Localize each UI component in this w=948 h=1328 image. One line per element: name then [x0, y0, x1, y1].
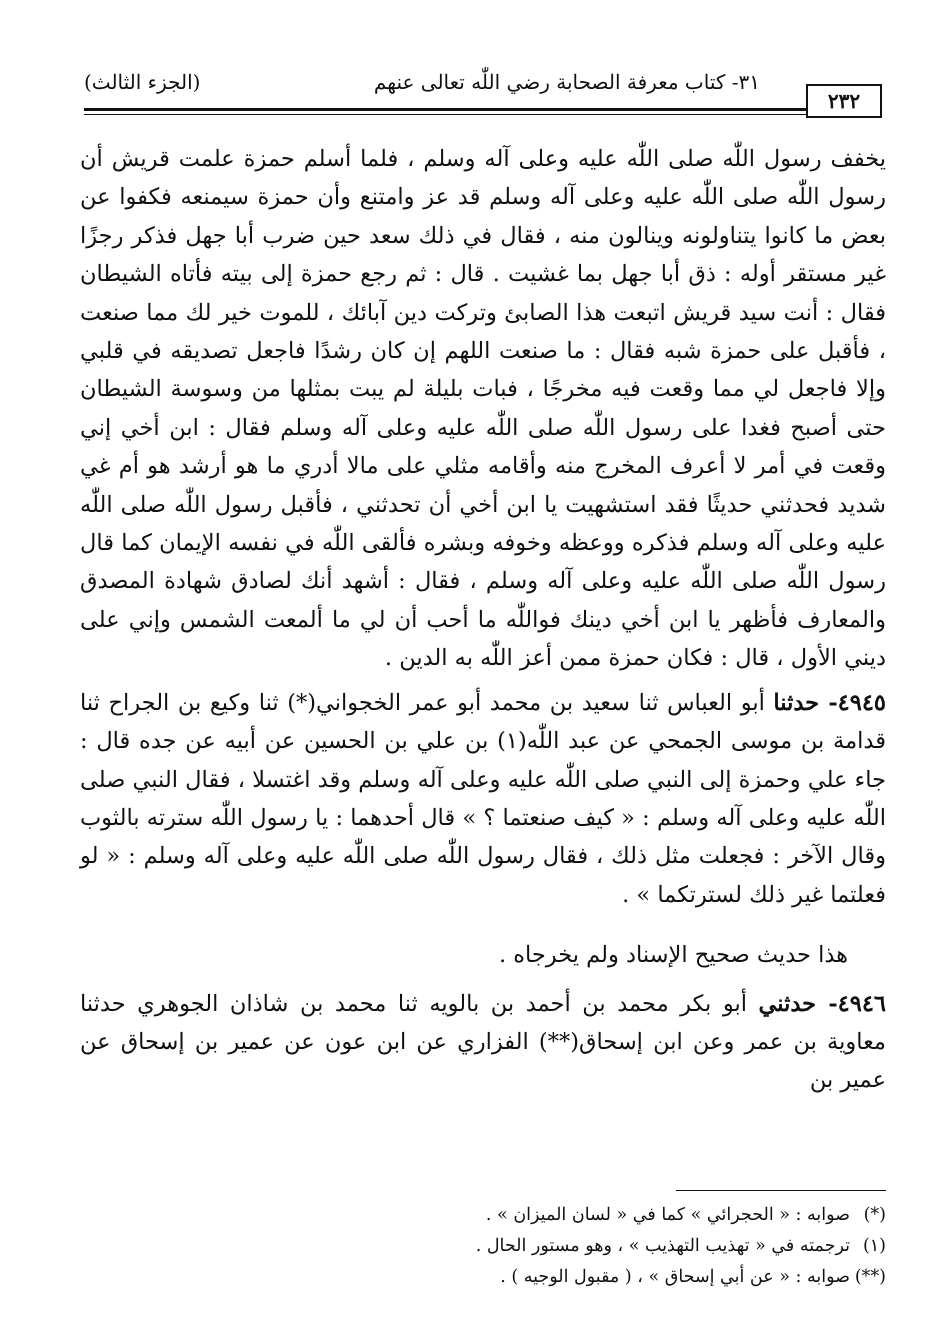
footnote-mark: (**) [854, 1267, 886, 1287]
footnote [80, 1262, 886, 1293]
hadith-4945 [80, 684, 886, 914]
hadith-text: أبو العباس ثنا سعيد بن محمد أبو عمر الخجواني(*) ثنا وكيع بن الجراح ثنا قدامة بن موسى الجمحي عن عبد اللّٰه(١) بن علي بن الحسين عن أبيه عن جده قال : جاء علي وحمزة إلى النبي صلى اللّٰه عليه وعلى آله وسلم وقد اغتسلا ، فقال النبي صلى اللّٰه عليه وعلى آله وسلم : « كيف صنعتما ؟ » قال أحدهما : يا رسول اللّٰه سترته بالثوب وقال الآخر : فجعلت مثل ذلك ، فقال رسول اللّٰه صلى اللّٰه عليه وعلى آله وسلم : « لو فعلتما غير ذلك لسترتكما » . [80, 689, 886, 908]
hadith-grading: هذا حديث صحيح الإسناد ولم يخرجاه . [498, 942, 848, 969]
hadith-4946 [80, 985, 886, 1100]
running-header [84, 64, 878, 96]
paragraph-continuation: يخفف رسول اللّٰه صلى اللّٰه عليه وعلى آله وسلم ، فلما أسلم حمزة علمت قريش أن رسول اللّٰه صلى اللّٰه عليه وعلى آله وسلم قد عز وامتنع وأن حمزة سيمنعه فكفوا عن بعض ما كانوا يتناولونه وينالون منه ، فقال في ذلك سعد حين ضرب أبا جهل فذكر رجزًا غير مستقر أوله : ذق أبا جهل بما غشيت . قال : ثم رجع حمزة إلى بيته فأتاه الشيطان فقال : أنت سيد قريش اتبعت هذا الصابئ وتركت دين آبائك ، للموت خير لك مما صنعت ، فأقبل على حمزة شبه فقال : ما صنعت اللهم إن كان رشدًا فاجعل تصديقه في قلبي وإلا فاجعل لي مما وقعت فيه مخرجًا ، فبات بليلة لم يبت بمثلها من وسوسة الشيطان حتى أصبح فغدا على رسول اللّٰه صلى اللّٰه عليه وعلى آله وسلم فقال : ابن أخي إني وقعت في أمر لا أعرف المخرج منه وأقامه مثلي على مالا أدري ما هو أرشد هو أم غي شديد فحدثني حديثًا فقد استشهيت يا ابن أخي أن تحدثني ، فأقبل رسول اللّٰه صلى اللّٰه عليه وعلى آله وسلم فذكره ووعظه وخوفه وبشره فألقى اللّٰه في نفسه الإيمان كما قال رسول اللّٰه صلى اللّٰه عليه وعلى آله وسلم ، فقال : أشهد أنك لصادق شهادة المصدق والمعارف فأظهر يا ابن أخي دينك فواللّٰه ما أحب أن لي ما ألمعت الشمس وإني على ديني الأول ، قال : فكان حمزة ممن أعز اللّٰه به الدين . [80, 146, 886, 672]
footnote-text: ترجمته في « تهذيب التهذيب » ، وهو مستور الحال . [475, 1236, 850, 1256]
chapter-title: ٣١- كتاب معرفة الصحابة رضي اللّٰه تعالى عنهم [373, 70, 760, 94]
header-rule-thin [84, 114, 878, 115]
footnote-separator [676, 1190, 886, 1191]
footnote-text: صوابه : « عن أبي إسحاق » ، ( مقبول الوجيه ) . [500, 1267, 850, 1287]
footnote-mark: (١) [862, 1236, 886, 1256]
hadith-lead-word: حدثنا [773, 689, 820, 716]
footnotes [80, 1200, 886, 1293]
volume-label: (الجزء الثالث) [84, 70, 201, 94]
footnote-mark: (*) [863, 1205, 886, 1225]
hadith-text: أبو بكر محمد بن أحمد بن بالويه ثنا محمد بن شاذان الجوهري حدثنا معاوية بن عمر وعن ابن إسحاق(**) الفزاري عن ابن عون عن عمير بن إسحاق عن عمير بن [80, 990, 886, 1094]
hadith-dash: - [816, 990, 838, 1017]
page-number-box [806, 84, 882, 118]
main-text [80, 140, 886, 1100]
footnote-text: صوابه : « الحجرائي » كما في « لسان الميزان » . [485, 1205, 850, 1225]
footnote [80, 1200, 886, 1231]
page-number: ٢٣٢ [827, 89, 861, 113]
hadith-number: ٤٩٤٦ [837, 990, 886, 1017]
header-rule-thick [84, 108, 878, 111]
footnote [80, 1231, 886, 1262]
hadith-number: ٤٩٤٥ [837, 689, 886, 716]
hadith-dash: - [819, 689, 838, 716]
hadith-lead-word: حدثني [758, 990, 817, 1017]
